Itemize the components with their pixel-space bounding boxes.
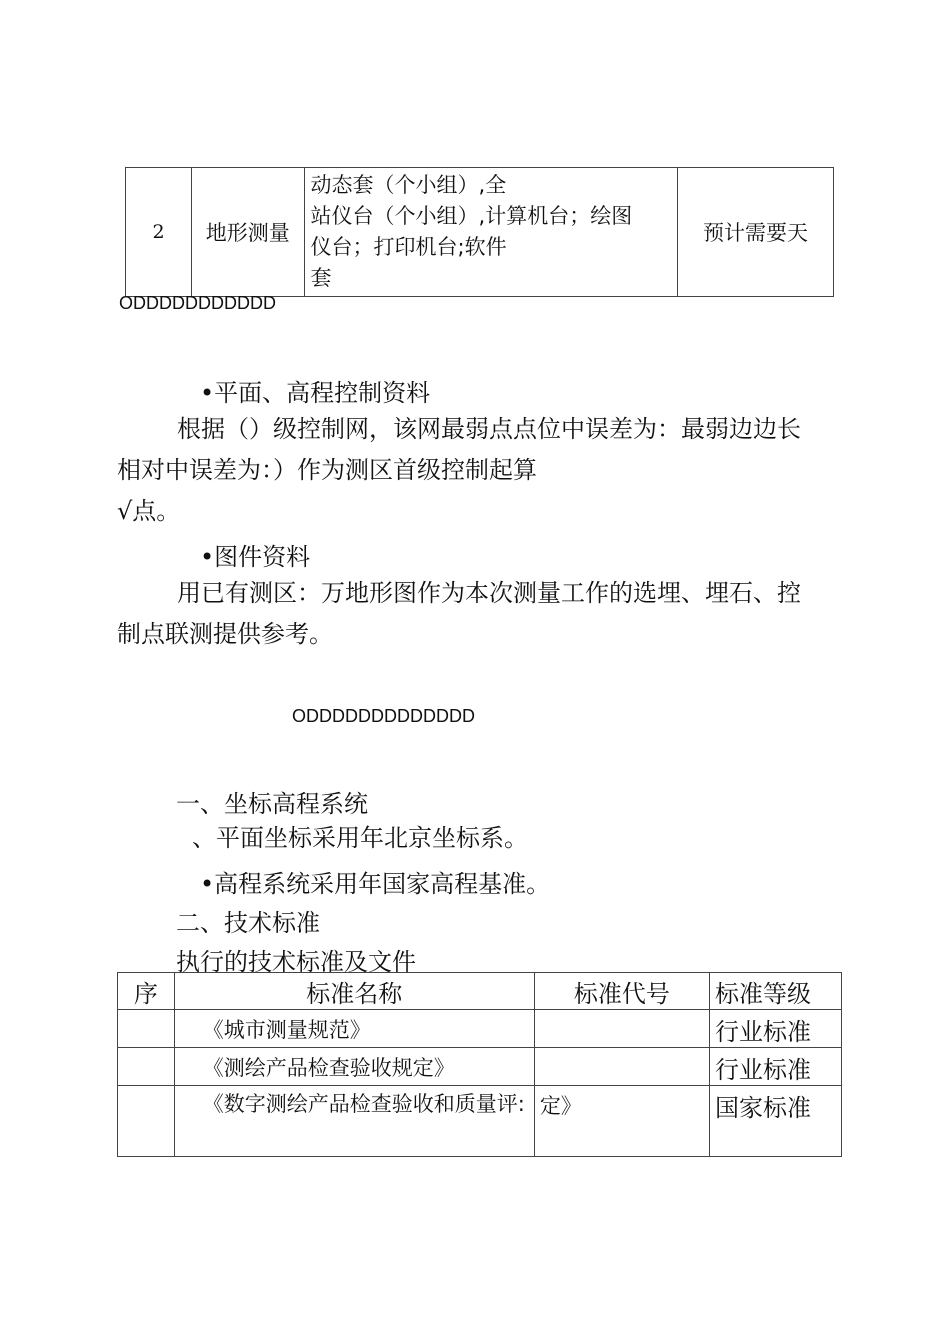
table-row [126,168,834,297]
standard-level: 行业标准 [710,1048,842,1086]
table-header-row [118,973,842,1010]
standard-name: 《测绘产品检查验收规定》 [174,1048,534,1086]
row-index [118,1010,175,1048]
standard-name: 《数字测绘产品检查验收和质量评: [174,1086,534,1157]
equipment-line: 套 [310,266,332,290]
map-data-text: 制点联测提供参考。 [117,620,333,648]
row-index [118,1048,175,1086]
standard-code [534,1048,709,1086]
section-code-heading: ODDDDDDDDDDD [119,293,276,313]
control-data-text: 根据（）级控制网，该网最弱点点位中误差为：最弱边边长 [177,415,801,443]
table-row [118,1010,842,1048]
standards-title: 二、技术标准 [176,909,320,937]
header-level: 标准等级 [710,973,842,1010]
control-data-title: •平面、高程控制资料 [200,379,431,407]
header-name: 标准名称 [174,973,534,1010]
standard-level: 国家标准 [710,1086,842,1157]
standard-name: 《城市测量规范》 [174,1010,534,1048]
standard-code: 定》 [534,1086,709,1157]
standard-code [534,1010,709,1048]
row-index: 2 [126,168,192,297]
standards-table [117,972,842,1157]
control-data-text: √点。 [117,497,181,525]
equipment-line: 动态套（个小组）,全 [310,173,507,197]
table-row [118,1086,842,1157]
header-index: 序 [118,973,175,1010]
standards-subtitle: 执行的技术标准及文件 [176,948,416,976]
standard-level: 行业标准 [710,1010,842,1048]
row-index [118,1086,175,1157]
task-name: 地形测量 [191,168,304,297]
map-data-title: •图件资料 [200,543,311,571]
section-code-heading: ODDDDDDDDDDDDD [292,706,475,726]
coord-system-item: 、平面坐标采用年北京坐标系。 [192,824,528,852]
table-row [118,1048,842,1086]
equipment-line: 仪台；打印机台;软件 [310,235,507,259]
equipment-line: 站仪台（个小组）,计算机台；绘图 [310,204,633,228]
control-data-text: 相对中误差为：）作为测区首级控制起算 [117,456,537,484]
header-code: 标准代号 [534,973,709,1010]
map-data-text: 用已有测区：万地形图作为本次测量工作的选埋、埋石、控 [177,579,801,607]
coord-system-item: •高程系统采用年国家高程基准。 [200,870,551,898]
equipment-cell [304,168,678,297]
time-estimate: 预计需要天 [678,168,834,297]
survey-task-table [125,167,834,297]
coord-system-title: 一、坐标高程系统 [176,790,368,818]
